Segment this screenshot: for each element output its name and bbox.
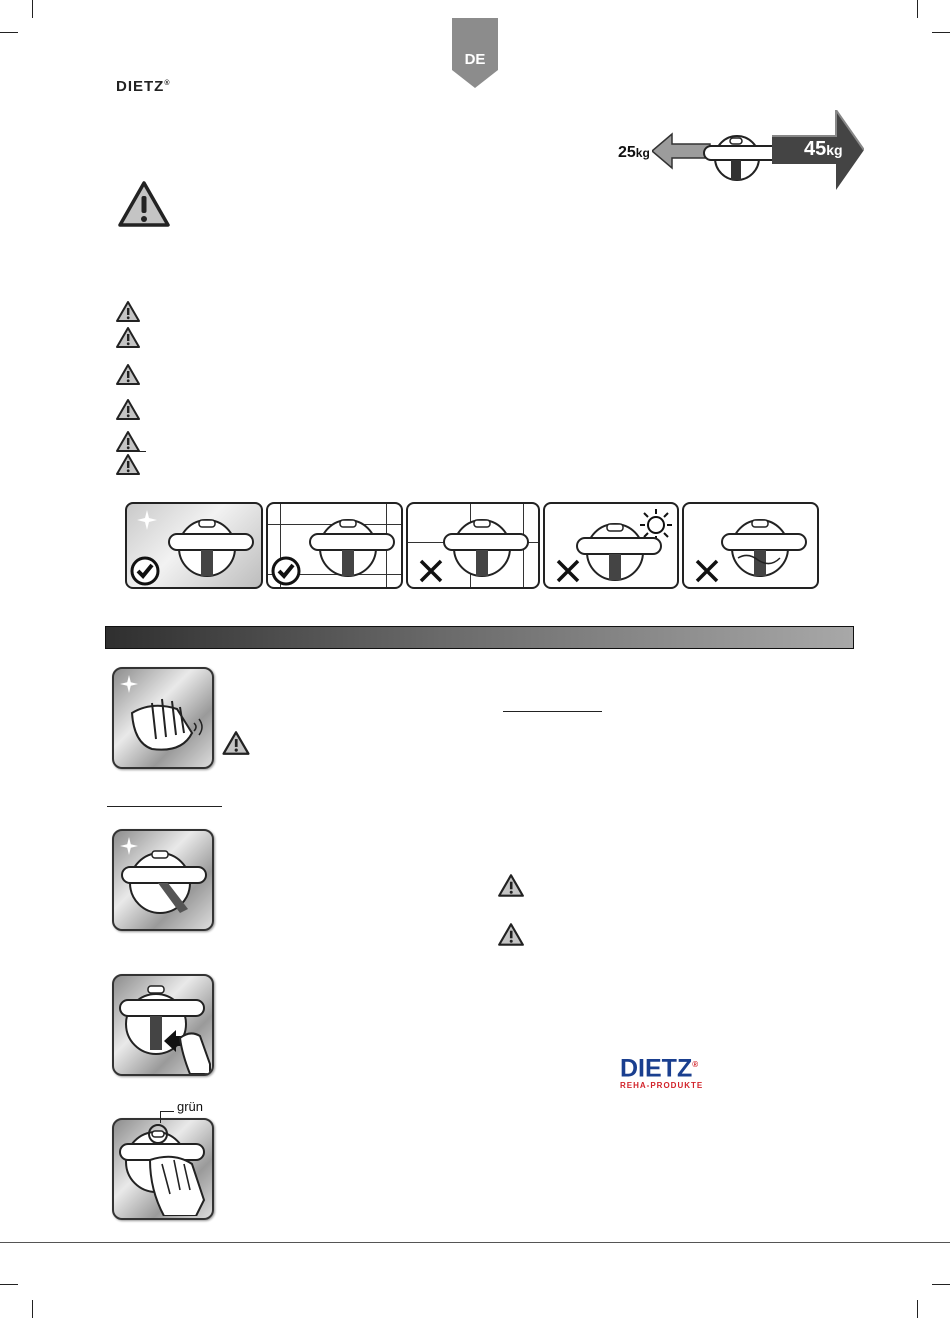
footer-brand-subtitle: REHA-PRODUKTE	[620, 1081, 704, 1091]
indicator-leader-line	[160, 1111, 161, 1123]
crop-mark-bl-h	[0, 1284, 18, 1285]
grab-bar-icon	[440, 508, 532, 580]
cross-icon	[694, 558, 720, 584]
underline-rule	[107, 806, 222, 807]
crop-mark-tl-v	[32, 0, 33, 18]
indicator-color-label: grün	[177, 1099, 204, 1114]
crop-mark-bl-v	[32, 1300, 33, 1318]
cross-icon	[555, 558, 581, 584]
warning-icon	[115, 363, 141, 386]
bottom-rule	[0, 1242, 950, 1243]
instruction-step-position	[112, 829, 214, 931]
warning-icon	[115, 326, 141, 349]
usage-panel-sunlight	[543, 502, 679, 589]
grab-bar-icon	[306, 508, 398, 580]
warning-icon	[115, 300, 141, 323]
grab-bar-icon	[118, 839, 210, 925]
right-load-unit: kg	[826, 142, 843, 158]
usage-panel-textured-surface	[682, 502, 819, 589]
registered-mark: ®	[164, 80, 171, 87]
warning-large-icon	[117, 180, 171, 230]
finger-icon	[176, 1024, 212, 1074]
grab-bar-icon	[573, 512, 665, 584]
section-header-bar	[105, 626, 854, 649]
footer-brand-text: DIETZ	[620, 1054, 693, 1083]
registered-mark: ®	[692, 1060, 699, 1069]
checkmark-icon	[271, 556, 301, 586]
instruction-step-clean	[112, 667, 214, 769]
instruction-step-press	[112, 974, 214, 1076]
grab-bar-icon	[702, 128, 782, 184]
crop-mark-br-v	[917, 1300, 918, 1318]
warning-icon	[497, 873, 525, 898]
left-load-unit: kg	[635, 146, 650, 160]
left-load-label	[618, 144, 650, 162]
divider-line	[130, 451, 146, 452]
warning-icon	[221, 730, 251, 756]
crop-mark-tr-v	[917, 0, 918, 18]
cleaning-hand-icon	[122, 683, 206, 761]
grab-bar-icon	[165, 508, 257, 580]
grab-bar-icon	[718, 508, 810, 580]
usage-panel-large-tiles	[266, 502, 403, 589]
svg-text:DE: DE	[464, 51, 486, 68]
crop-mark-br-h	[932, 1284, 950, 1285]
underline-rule	[503, 711, 602, 712]
gripping-hand-icon	[144, 1150, 210, 1216]
checkmark-icon	[130, 556, 160, 586]
load-diagram	[612, 110, 864, 190]
cross-icon	[418, 558, 444, 584]
usage-panel-smooth-surface	[125, 502, 263, 589]
right-load-value: 45	[804, 138, 827, 160]
warning-icon	[115, 430, 141, 453]
right-load-label	[804, 138, 843, 161]
footer-brand-logo	[620, 1052, 730, 1091]
crop-mark-tl-h	[0, 32, 18, 33]
warning-icon	[497, 922, 525, 947]
indicator-leader-line	[160, 1111, 174, 1112]
sparkle-icon	[137, 510, 157, 530]
warning-icon	[115, 453, 141, 476]
left-load-value: 25	[618, 144, 636, 161]
warning-icon	[115, 398, 141, 421]
crop-mark-tr-h	[932, 32, 950, 33]
footer-brand-name	[620, 1052, 730, 1081]
usage-panel-grout-joint	[406, 502, 540, 589]
instruction-step-check	[112, 1118, 214, 1220]
language-badge	[452, 18, 498, 88]
brand-logo-small-text: DIETZ	[116, 78, 165, 95]
brand-logo-small	[116, 78, 171, 95]
